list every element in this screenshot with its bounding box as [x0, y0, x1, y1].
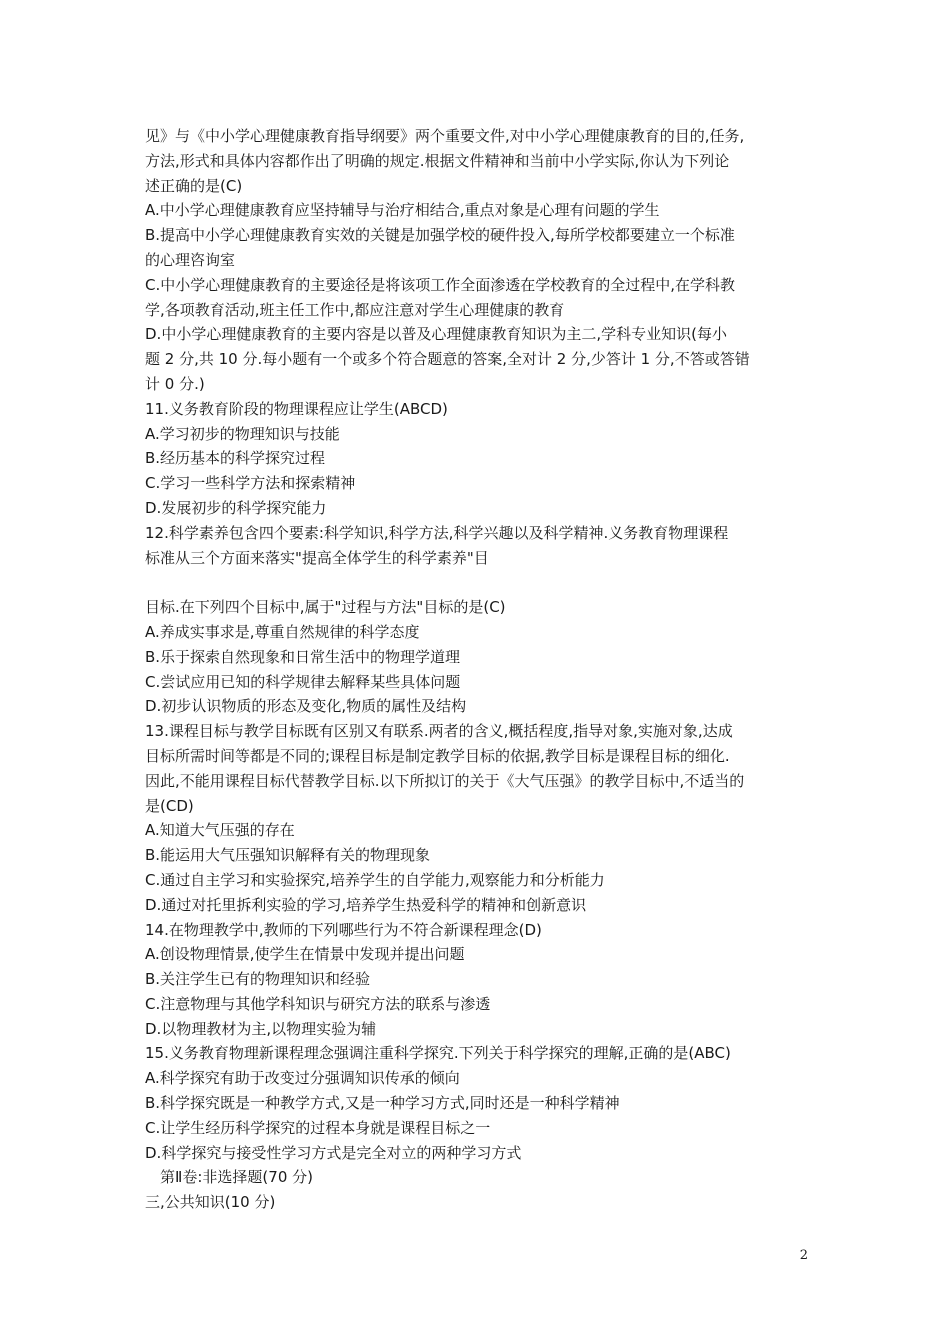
- text-line: B.经历基本的科学探究过程: [145, 449, 326, 468]
- text-line: 述正确的是(C): [145, 176, 243, 195]
- text-line: D.初步认识物质的形态及变化,物质的属性及结构: [145, 697, 467, 716]
- text-line: D.以物理教材为主,以物理实验为辅: [145, 1019, 377, 1038]
- text-line: C.让学生经历科学探究的过程本身就是课程目标之一: [145, 1118, 491, 1137]
- text-line: A.科学探究有助于改变过分强调知识传承的倾向: [145, 1069, 460, 1088]
- text-line: C.学习一些科学方法和探索精神: [145, 474, 356, 493]
- text-line: 学,各项教育活动,班主任工作中,都应注意对学生心理健康的教育: [145, 300, 565, 319]
- text-line: D.发展初步的科学探究能力: [145, 498, 327, 517]
- text-line: 题 2 分,共 10 分.每小题有一个或多个符合题意的答案,全对计 2 分,少答计 1 分,不答或答错: [145, 350, 750, 369]
- text-line: C.通过自主学习和实验探究,培养学生的自学能力,观察能力和分析能力: [145, 870, 605, 889]
- text-line: 14.在物理教学中,教师的下列哪些行为不符合新课程理念(D): [145, 920, 542, 939]
- text-line: B.能运用大气压强知识解释有关的物理现象: [145, 846, 431, 865]
- page-number: 2: [799, 1248, 808, 1263]
- text-line: A.创设物理情景,使学生在情景中发现并提出问题: [145, 945, 465, 964]
- text-line: 方法,形式和具体内容都作出了明确的规定.根据文件精神和当前中小学实际,你认为下列论: [145, 151, 730, 170]
- text-line: D.中小学心理健康教育的主要内容是以普及心理健康教育知识为主二,学科专业知识(每小: [145, 325, 727, 344]
- text-line: B.关注学生已有的物理知识和经验: [145, 970, 371, 989]
- text-line: 目标所需时间等都是不同的;课程目标是制定教学目标的依据,教学目标是课程目标的细化.: [145, 746, 730, 765]
- text-block-1: [145, 124, 815, 570]
- text-block-2: [145, 595, 815, 1165]
- text-line: A.中小学心理健康教育应坚持辅导与治疗相结合,重点对象是心理有问题的学生: [145, 201, 660, 220]
- text-line: 见》与《中小学心理健康教育指导纲要》两个重要文件,对中小学心理健康教育的目的,任务,: [145, 127, 745, 145]
- text-line: B.提高中小学心理健康教育实效的关键是加强学校的硬件投入,每所学校都要建立一个标准: [145, 226, 735, 245]
- text-line: 计 0 分.): [145, 374, 205, 393]
- text-line: D.科学探究与接受性学习方式是完全对立的两种学习方式: [145, 1143, 522, 1162]
- text-line: A.养成实事求是,尊重自然规律的科学态度: [145, 622, 420, 641]
- text-line: B.科学探究既是一种教学方式,又是一种学习方式,同时还是一种科学精神: [145, 1094, 620, 1113]
- text-line: C.注意物理与其他学科知识与研究方法的联系与渗透: [145, 994, 491, 1013]
- text-line: 13.课程目标与教学目标既有区别又有联系.两者的含义,概括程度,指导对象,实施对象,达成: [145, 722, 733, 741]
- page-content: [145, 124, 815, 1215]
- text-line: 的心理咨询室: [145, 250, 236, 269]
- section-heading: 第Ⅱ卷:非选择题(70 分): [160, 1168, 313, 1187]
- text-line: 标准从三个方面来落实"提高全体学生的科学素养"目: [145, 548, 489, 567]
- text-line: C.尝试应用已知的科学规律去解释某些具体问题: [145, 672, 461, 691]
- text-line: C.中小学心理健康教育的主要途径是将该项工作全面渗透在学校教育的全过程中,在学科教: [145, 275, 736, 294]
- text-line: 是(CD): [145, 796, 194, 815]
- text-line: B.乐于探索自然现象和日常生活中的物理学道理: [145, 647, 461, 666]
- paragraph-gap: [145, 570, 815, 595]
- text-line: 11.义务教育阶段的物理课程应让学生(ABCD): [145, 399, 448, 418]
- text-line: A.知道大气压强的存在: [145, 821, 295, 840]
- text-line: D.通过对托里拆利实验的学习,培养学生热爱科学的精神和创新意识: [145, 895, 587, 914]
- part-heading: 三,公共知识(10 分): [145, 1193, 276, 1212]
- text-line: 因此,不能用课程目标代替教学目标.以下所拟订的关于《大气压强》的教学目标中,不适当的: [145, 771, 745, 790]
- text-line: 目标.在下列四个目标中,属于"过程与方法"目标的是(C): [145, 598, 506, 617]
- text-line: 15.义务教育物理新课程理念强调注重科学探究.下列关于科学探究的理解,正确的是(ABC): [145, 1044, 731, 1063]
- text-line: A.学习初步的物理知识与技能: [145, 424, 340, 443]
- text-line: 12.科学素养包含四个要素:科学知识,科学方法,科学兴趣以及科学精神.义务教育物理课程: [145, 523, 729, 542]
